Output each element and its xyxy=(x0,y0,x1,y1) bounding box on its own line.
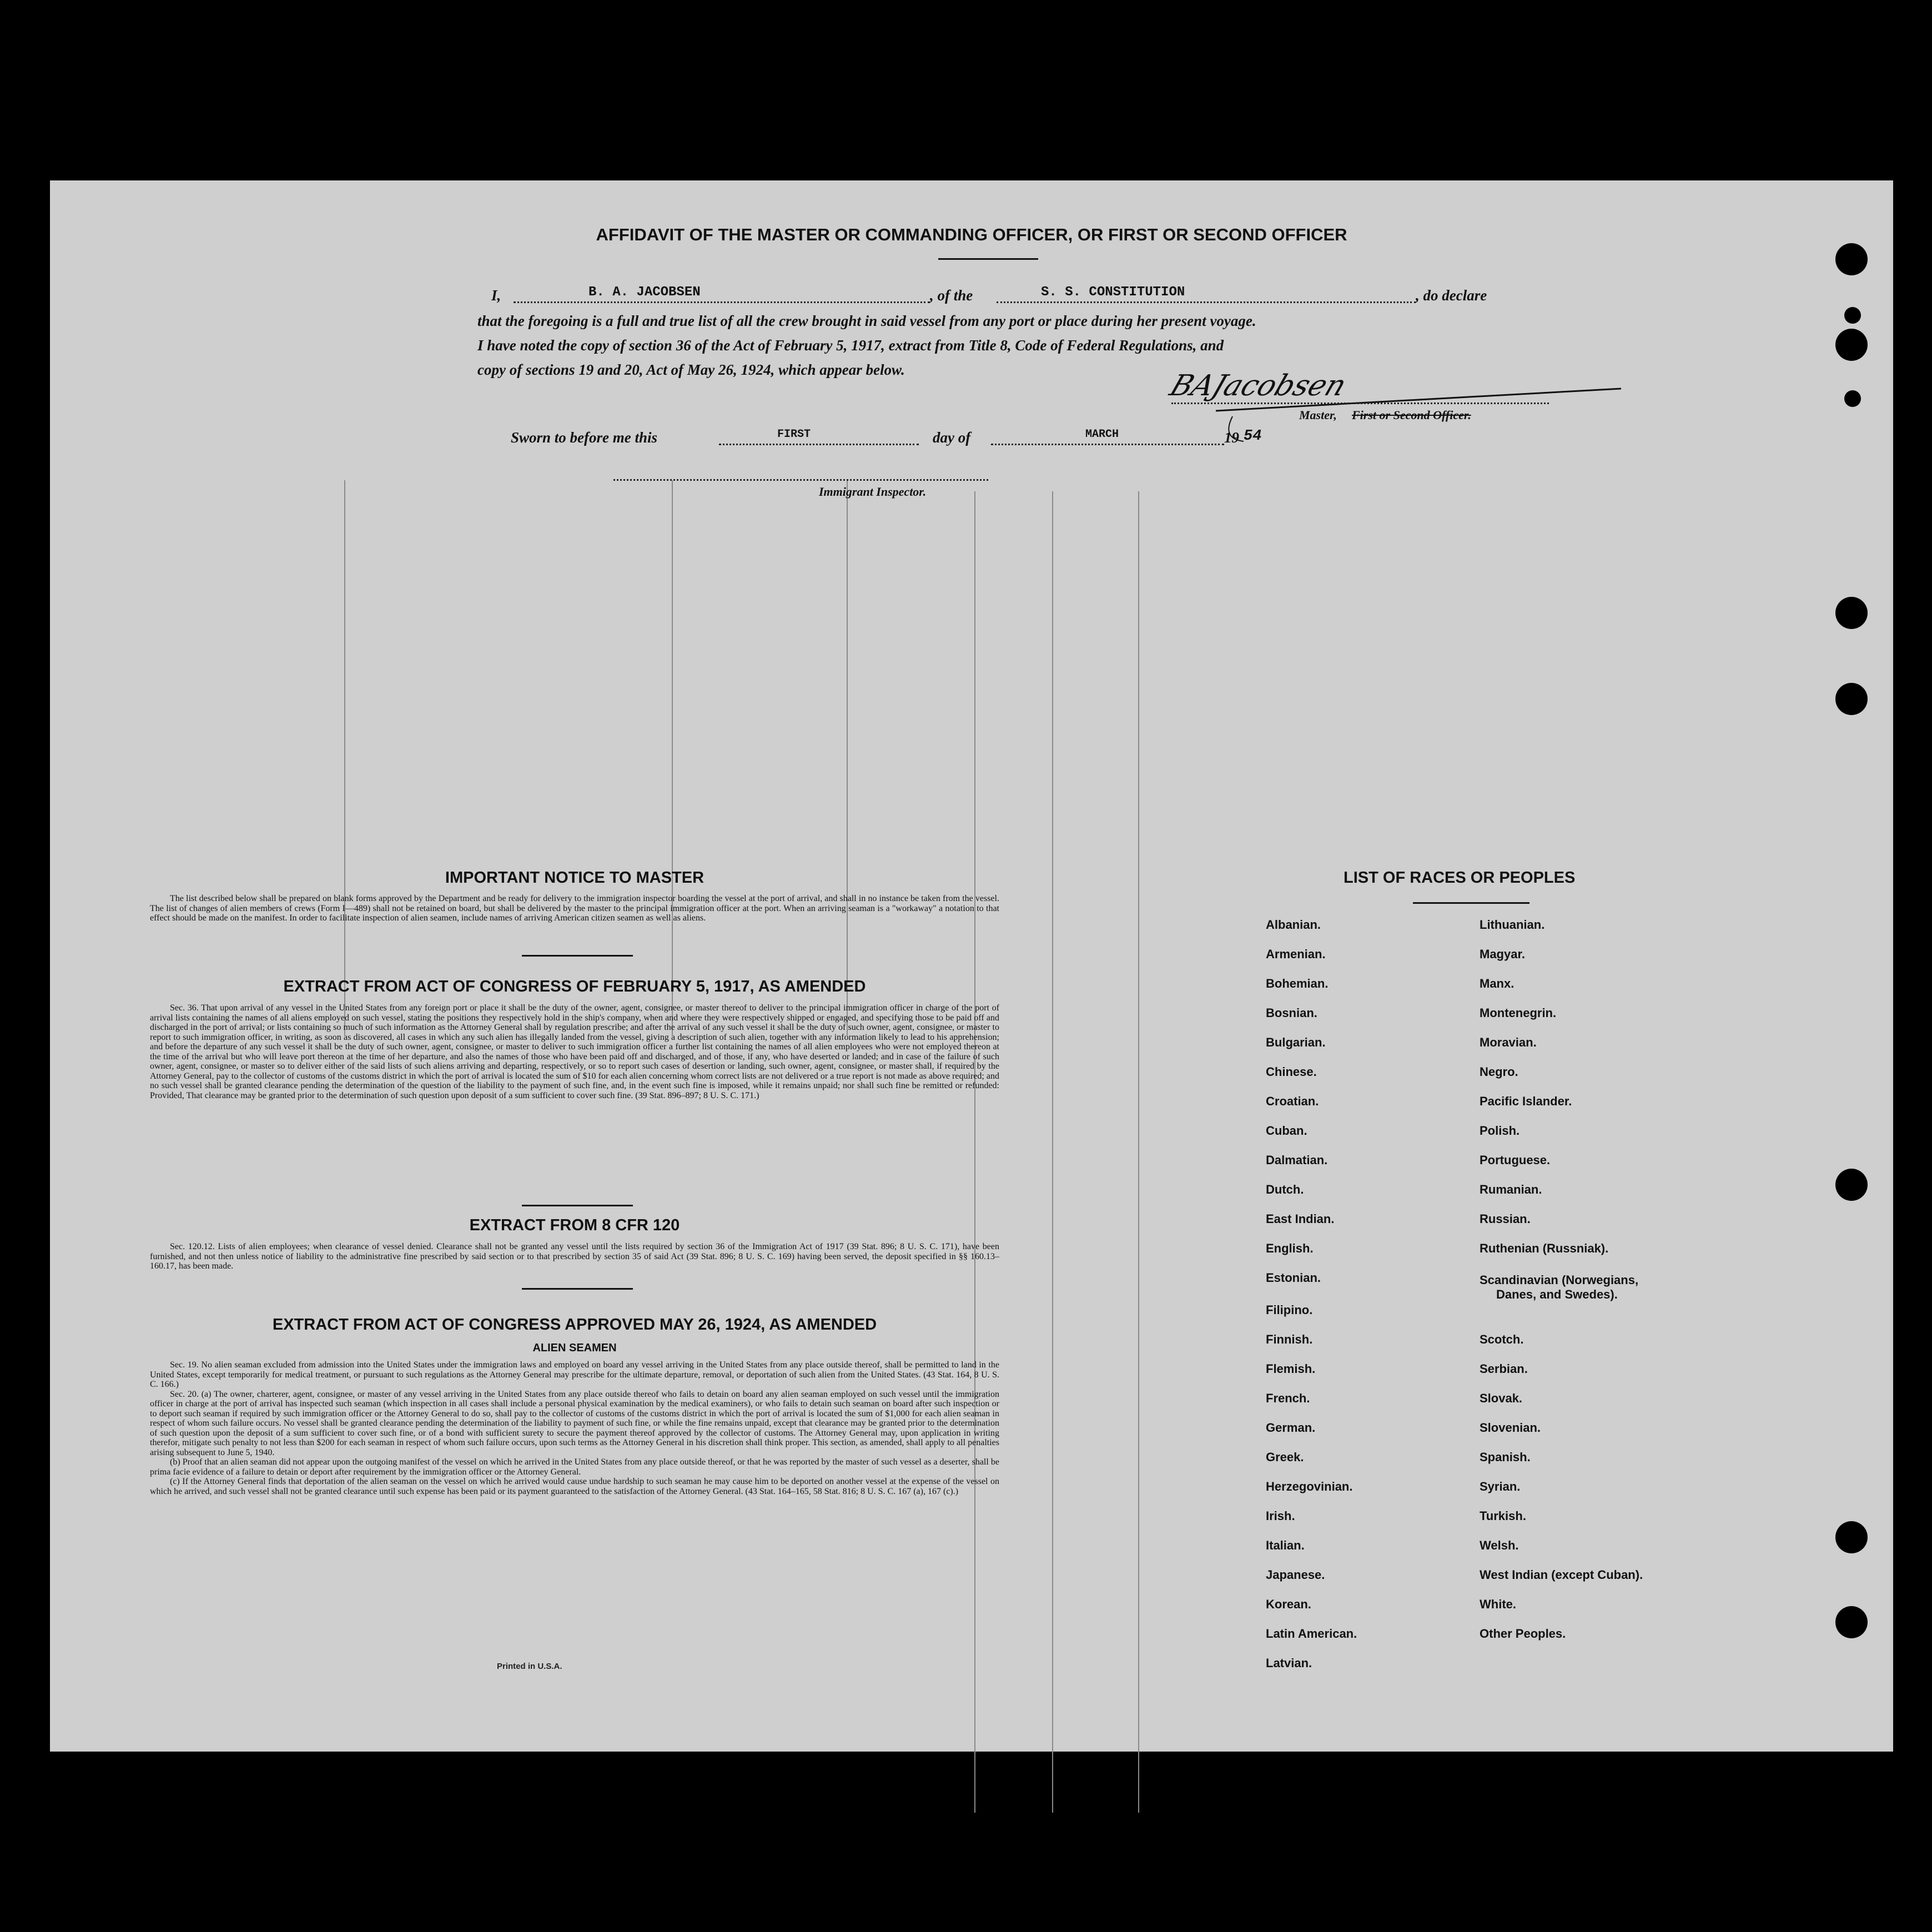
column-rule xyxy=(974,491,975,1813)
sworn-day-line xyxy=(719,444,919,445)
race-item: Polish. xyxy=(1480,1124,1520,1138)
races-title: LIST OF RACES OR PEOPLES xyxy=(1344,869,1576,887)
race-item: French. xyxy=(1266,1391,1310,1405)
race-item: Pacific Islander. xyxy=(1480,1094,1572,1108)
sworn-month-line xyxy=(991,444,1224,445)
race-item: Scotch. xyxy=(1480,1332,1524,1346)
sworn-label: Sworn to before me this xyxy=(511,429,658,446)
extract-1924-sec19: Sec. 19. No alien seaman excluded from admission into the United States under the immigration laws and employed on board any vessel arriving in the United States from any place outside thereof, shall be permitted to land in the United States, except temporarily for medical treatment, or pursuant to such regulations as the Attorney General may prescribe for the ultimate departure, removal, or deportation of such alien from the United States. (43 Stat. 164, 8 U. S. C. 166.) xyxy=(150,1360,999,1389)
race-item: Syrian. xyxy=(1480,1480,1521,1493)
extract-1924-block xyxy=(150,1360,999,1496)
race-item: Other Peoples. xyxy=(1480,1627,1566,1641)
race-item: Filipino. xyxy=(1266,1303,1313,1317)
race-item: Croatian. xyxy=(1266,1094,1319,1108)
extract-cfr-title: EXTRACT FROM 8 CFR 120 xyxy=(469,1216,680,1234)
race-item: Irish. xyxy=(1266,1509,1295,1523)
race-item: Slovak. xyxy=(1480,1391,1523,1405)
master-signature: BAJacobsen xyxy=(1165,369,1351,402)
inspector-line xyxy=(613,479,988,481)
extract-1924-subtitle: ALIEN SEAMEN xyxy=(532,1342,617,1354)
race-item: Ruthenian (Russniak). xyxy=(1480,1241,1609,1255)
race-item: Magyar. xyxy=(1480,947,1525,961)
master-name: B. A. JACOBSEN xyxy=(588,285,701,300)
race-item: Finnish. xyxy=(1266,1332,1313,1346)
column-rule xyxy=(847,480,848,1035)
race-item: Flemish. xyxy=(1266,1362,1316,1376)
race-item: Cuban. xyxy=(1266,1124,1307,1138)
section-rule xyxy=(522,1205,633,1206)
race-item: Greek. xyxy=(1266,1450,1304,1464)
race-item: Negro. xyxy=(1480,1065,1518,1079)
punch-hole xyxy=(1835,1169,1868,1201)
extract-cfr-block xyxy=(150,1242,999,1271)
race-item: Bulgarian. xyxy=(1266,1035,1326,1049)
sworn-month: MARCH xyxy=(1085,428,1119,441)
race-item: East Indian. xyxy=(1266,1212,1335,1226)
do-declare-label: , do declare xyxy=(1416,287,1487,304)
day-of-label: day of xyxy=(933,429,971,446)
printed-in-usa: Printed in U.S.A. xyxy=(497,1662,562,1671)
column-rule xyxy=(1052,491,1053,1813)
race-item: Herzegovinian. xyxy=(1266,1480,1353,1493)
of-the-label: , of the xyxy=(930,287,973,304)
section-rule xyxy=(522,1288,633,1290)
affidavit-title: AFFIDAVIT OF THE MASTER OR COMMANDING OFFICER, OR FIRST OR SECOND OFFICER xyxy=(596,225,1347,244)
sworn-day: FIRST xyxy=(777,428,811,441)
race-item: Danes, and Swedes). xyxy=(1496,1287,1618,1301)
race-item: Chinese. xyxy=(1266,1065,1317,1079)
race-item: Welsh. xyxy=(1480,1538,1519,1552)
race-item: West Indian (except Cuban). xyxy=(1480,1568,1643,1582)
notice-title: IMPORTANT NOTICE TO MASTER xyxy=(445,869,705,887)
race-item: Manx. xyxy=(1480,977,1515,990)
section-rule xyxy=(522,955,633,957)
race-item: Slovenian. xyxy=(1480,1421,1541,1435)
race-item: Montenegrin. xyxy=(1480,1006,1557,1020)
column-rule xyxy=(672,480,673,1035)
extract-1924-title: EXTRACT FROM ACT OF CONGRESS APPROVED MAY 26, 1924, AS AMENDED xyxy=(272,1316,877,1334)
name-line xyxy=(514,301,930,303)
race-item: Scandinavian (Norwegians, xyxy=(1480,1273,1639,1287)
affidavit-line-3: I have noted the copy of section 36 of the Act of February 5, 1917, extract from Title 8, Code of Federal Regulations, and xyxy=(477,337,1224,354)
punch-hole xyxy=(1835,1606,1868,1638)
punch-hole xyxy=(1844,390,1861,407)
extract-1924-sec20a: Sec. 20. (a) The owner, charterer, agent, consignee, or master of any vessel arriving in the United States from any place outside thereof who fails to detain on board any alien seaman employed on such vessel until the immigration officer in charge at the port of arrival has inspected such seaman (which inspection in all cases shall include a personal physical examination by the medical examiners), or who fails to detain such seaman on board after such inspection or to deport such seaman if required by such immigration officer or the Attorney General to do so, shall pay to the collector of customs of the customs district in which the port of arrival is located the sum of $1,000 for each alien seaman in respect of whom such failure occurs. No vessel shall be granted clearance pending the determination of the liability to payment of such fine, or while the fine remains unpaid, except that clearance may be granted prior to the determination of such question upon the deposit of a sum sufficient to cover such fine, or of a bond with sufficient surety to secure the payment thereof approved by the collector of customs. The Attorney General may, upon application in writing therefor, mitigate such penalty to not less than $200 for each seaman in respect of whom such failure occurs, upon such terms as the Attorney General in his discretion shall think proper. This section, as amended, shall apply to all penalties arising subsequent to June 5, 1940. xyxy=(150,1389,999,1457)
race-item: Japanese. xyxy=(1266,1568,1325,1582)
i-label: I, xyxy=(491,287,501,304)
extract-cfr-text: Sec. 120.12. Lists of alien employees; when clearance of vessel denied. Clearance shall not be granted any vessel until the lists required by section 36 of the Immigration Act of 1917 (39 Stat. 896; 8 U. S. C. 171), have been furnished, and not then unless notice of liability to the administrative fine prescribed by said section or to that prescribed by section 35 of said Act (39 Stat. 896; 8 U. S. C. 169) having been served, the deposit specified in §§ 160.13–160.17, has been made. xyxy=(150,1242,999,1271)
race-item: Italian. xyxy=(1266,1538,1305,1552)
punch-hole xyxy=(1844,307,1861,324)
race-item: Portuguese. xyxy=(1480,1153,1551,1167)
document-page xyxy=(50,180,1893,1752)
race-item: Armenian. xyxy=(1266,947,1326,961)
inspector-label: Immigrant Inspector. xyxy=(819,485,927,499)
notice-text: The list described below shall be prepared on blank forms approved by the Department and be ready for delivery to the immigration inspector boarding the vessel at the port of arrival, and shall in no instance be taken from the vessel. The list of changes of alien members of crews (Form I—489) shall not be retained on board, but shall be delivered by the master to the principal immigration officer at the port. When an arriving seaman is a "workaway" a notation to that effect should be made on the manifest. In order to facilitate inspection of alien seamen, include names of arriving American citizen seamen as well as aliens. xyxy=(150,894,999,923)
title-rule xyxy=(938,258,1038,260)
punch-hole xyxy=(1835,597,1868,629)
extract-1924-sec20c: (c) If the Attorney General finds that deportation of the alien seaman on the vessel on which he arrived would cause undue hardship to such seaman he may cause him to be deported on another vessel at the expense of the vessel on which he arrived, and such vessel shall not be granted clearance until such expense has been paid or its payment guaranteed to the satisfaction of the Attorney General. (43 Stat. 164–165, 58 Stat. 816; 8 U. S. C. 167 (a), 167 (c).) xyxy=(150,1477,999,1496)
race-item: Turkish. xyxy=(1480,1509,1526,1523)
race-item: Albanian. xyxy=(1266,918,1321,932)
race-item: White. xyxy=(1480,1597,1516,1611)
race-item: Bohemian. xyxy=(1266,977,1329,990)
race-item: Rumanian. xyxy=(1480,1183,1542,1196)
signature-line xyxy=(1171,402,1549,404)
punch-hole xyxy=(1835,683,1868,715)
race-item: Spanish. xyxy=(1480,1450,1531,1464)
race-item: Dutch. xyxy=(1266,1183,1304,1196)
punch-hole xyxy=(1835,329,1868,361)
race-item: Bosnian. xyxy=(1266,1006,1317,1020)
punch-hole xyxy=(1835,1521,1868,1553)
vessel-name: S. S. CONSTITUTION xyxy=(1041,285,1185,300)
race-item: German. xyxy=(1266,1421,1316,1435)
affidavit-line-4: copy of sections 19 and 20, Act of May 26, 1924, which appear below. xyxy=(477,361,905,378)
extract-1917-title: EXTRACT FROM ACT OF CONGRESS OF FEBRUARY 5, 1917, AS AMENDED xyxy=(283,978,866,995)
race-item: Korean. xyxy=(1266,1597,1311,1611)
race-item: Lithuanian. xyxy=(1480,918,1545,932)
race-item: Estonian. xyxy=(1266,1271,1321,1285)
year-prefix: 19 xyxy=(1224,429,1239,446)
punch-hole xyxy=(1835,243,1868,275)
struck-officer-label: First or Second Officer. xyxy=(1352,408,1471,422)
year-suffix: 54 xyxy=(1244,428,1262,445)
race-item: Moravian. xyxy=(1480,1035,1537,1049)
affidavit-line-2: that the foregoing is a full and true list of all the crew brought in said vessel from any port or place during her present voyage. xyxy=(477,313,1256,329)
race-item: Serbian. xyxy=(1480,1362,1528,1376)
extract-1917-text: Sec. 36. That upon arrival of any vessel in the United States from any foreign port or place it shall be the duty of the owner, agent, consignee, or master thereof to deliver to the principal immigration officer in charge of the port of arrival lists containing the names of all aliens employed on such vessel, stating the positions they respectively hold in the ship's company, when and where they were respectively shipped or engaged, and specifying those to be paid off and discharged in the port of arrival; or lists containing so much of such information as the Attorney General shall by regulation prescribe; and after the arrival of any such vessel it shall be the duty of such owner, agent, consignee, or master to report to such immigration officer, in writing, as soon as discovered, all cases in which any such alien has illegally landed from the vessel, giving a description of such alien, together with any information likely to lead to his apprehension; and before the departure of any such vessel it shall be the duty of such owner, agent, consignee, or master to deliver to such immigration officer a further list containing the names of all alien employees who were not employed thereon at the time of the arrival but who will leave port thereon at the time of her departure, and also the names of those who have been paid off and discharged, and of those, if any, who have deserted or landed; and in case of the failure of such owner, agent, consignee, or master so to deliver either of the said lists of such aliens arriving and departing, respectively, or so to report such cases of desertion or landing, such owner, agent, consignee, or master shall, if required by the Attorney General, pay to the collector of customs of the customs district in which the port of arrival is located the sum of $10 for each alien concerning whom correct lists are not delivered or a true report is not made as above required; and no such vessel shall be granted clearance pending the determination of the question of the liability to the payment of such fine, and, in the event such fine is imposed, while it remains unpaid; nor shall such fine be remitted or refunded: Provided, That clearance may be granted prior to the determination of such question upon deposit of a sum sufficient to cover such fine. (39 Stat. 896–897; 8 U. S. C. 171.) xyxy=(150,1003,999,1100)
notice-text-block xyxy=(150,894,999,923)
race-item: English. xyxy=(1266,1241,1314,1255)
races-rule xyxy=(1413,902,1530,904)
race-item: Dalmatian. xyxy=(1266,1153,1328,1167)
extract-1924-sec20b: (b) Proof that an alien seaman did not appear upon the outgoing manifest of the vessel on which he arrived in the United States from any place outside thereof, or that he was reported by the master of such vessel as a deserter, shall be prima facie evidence of a failure to detain or deport after requirement by the immigration officer or the Attorney General. xyxy=(150,1457,999,1477)
race-item: Latvian. xyxy=(1266,1656,1312,1670)
extract-1917-block xyxy=(150,1003,999,1100)
column-rule xyxy=(1138,491,1139,1813)
master-label: Master, xyxy=(1299,408,1337,422)
race-item: Russian. xyxy=(1480,1212,1531,1226)
column-rule xyxy=(344,480,345,1035)
race-item: Latin American. xyxy=(1266,1627,1357,1641)
vessel-line xyxy=(997,301,1416,303)
